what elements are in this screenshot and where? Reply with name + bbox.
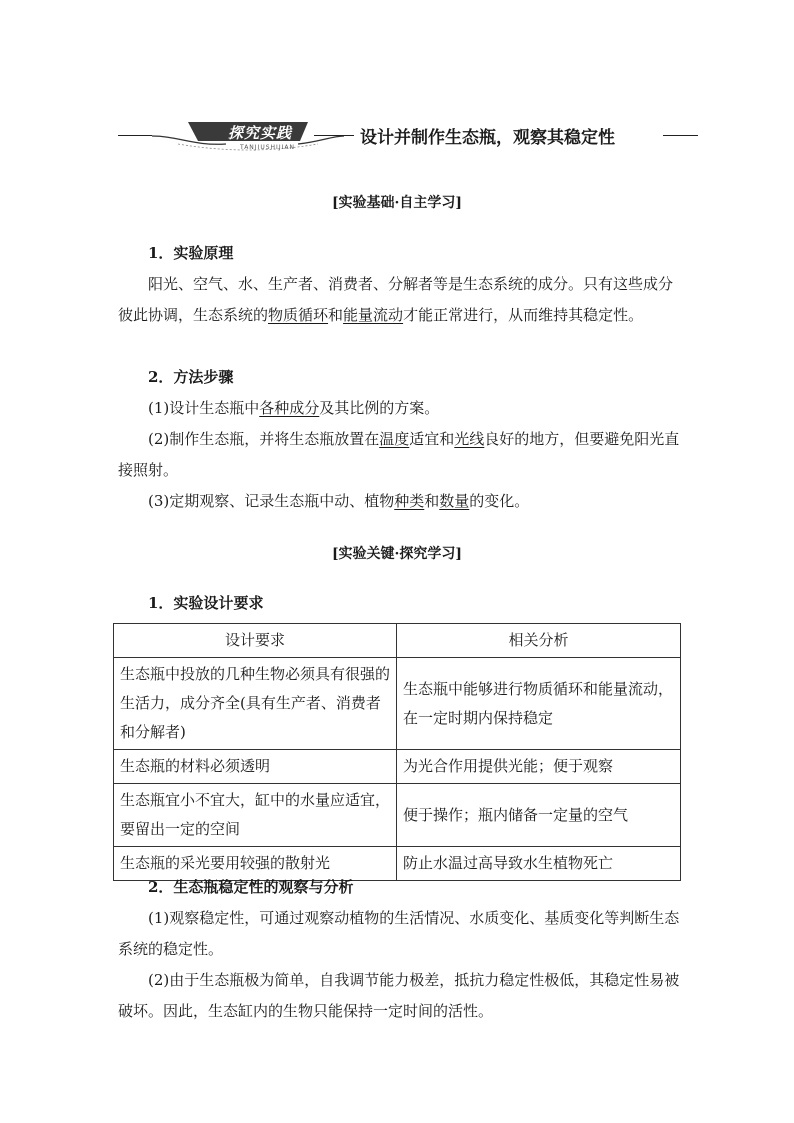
- table-cell: 生态瓶中能够进行物质循环和能量流动，在一定时期内保持稳定: [397, 658, 681, 750]
- table-header-row: [114, 624, 681, 658]
- design-requirements-table: [113, 623, 681, 881]
- underlined-term: 各种成分: [259, 399, 320, 417]
- item-title-steps: 2．方法步骤: [148, 368, 234, 386]
- badge-subtitle: TANJIUSHIJIAN: [240, 144, 295, 151]
- section-heading-key: [实验关键·探究学习]: [331, 546, 463, 562]
- table-cell: 为光合作用提供光能；便于观察: [397, 750, 681, 784]
- table-cell: 生态瓶宜小不宜大，缸中的水量应适宜，要留出一定的空间: [114, 784, 397, 847]
- table-cell: 生态瓶的采光要用较强的散射光: [114, 847, 397, 881]
- badge-title: 探究实践: [228, 124, 293, 142]
- underlined-term: 能量流动: [343, 306, 404, 324]
- page-title: 设计并制作生态瓶，观察其稳定性: [360, 128, 615, 148]
- principle-paragraph: 阳光、空气、水、生产者、消费者、分解者等是生态系统的成分。只有这些成分彼此协调，生态系统的物质循环和能量流动才能正常进行，从而维持其稳定性。: [118, 275, 674, 324]
- header-rule-left: [118, 135, 152, 136]
- underlined-term: 光线: [454, 430, 485, 448]
- observation-paragraph-1: (1)观察稳定性，可通过观察动植物的生活情况、水质变化、基质变化等判断生态系统的稳定性。: [118, 909, 680, 958]
- step-1: (1)设计生态瓶中各种成分及其比例的方案。: [148, 399, 440, 417]
- underlined-term: 温度: [379, 430, 410, 448]
- underlined-term: 物质循环: [268, 306, 329, 324]
- table-cell: 生态瓶的材料必须透明: [114, 750, 397, 784]
- section-heading-basics: [实验基础·自主学习]: [331, 195, 463, 211]
- table-header-cell: 相关分析: [397, 624, 681, 658]
- header-rule-right: [663, 135, 698, 136]
- table-cell: 生态瓶中投放的几种生物必须具有很强的生活力，成分齐全(具有生产者、消费者和分解者): [114, 658, 397, 750]
- step-3: (3)定期观察、记录生态瓶中动、植物种类和数量的变化。: [148, 492, 530, 510]
- table-row: [114, 784, 681, 847]
- item-title-observation: 2．生态瓶稳定性的观察与分析: [148, 878, 354, 896]
- table-header-cell: 设计要求: [114, 624, 397, 658]
- item-title-design: 1．实验设计要求: [148, 594, 264, 612]
- underlined-term: 种类: [394, 492, 425, 510]
- table-cell: 防止水温过高导致水生植物死亡: [397, 847, 681, 881]
- header-badge: [148, 120, 348, 156]
- underlined-term: 数量: [439, 492, 470, 510]
- step-2: (2)制作生态瓶，并将生态瓶放置在温度适宜和光线良好的地方，但要避免阳光直接照射。: [118, 430, 680, 479]
- table-row: [114, 750, 681, 784]
- table-cell: 便于操作；瓶内储备一定量的空气: [397, 784, 681, 847]
- header-rule-middle: [314, 135, 354, 136]
- table-row: [114, 658, 681, 750]
- section-header: [118, 120, 698, 160]
- observation-paragraph-2: (2)由于生态瓶极为简单，自我调节能力极差，抵抗力稳定性极低，其稳定性易被破坏。因此，生态缸内的生物只能保持一定时间的活性。: [118, 971, 680, 1020]
- item-title-principle: 1．实验原理: [148, 244, 234, 262]
